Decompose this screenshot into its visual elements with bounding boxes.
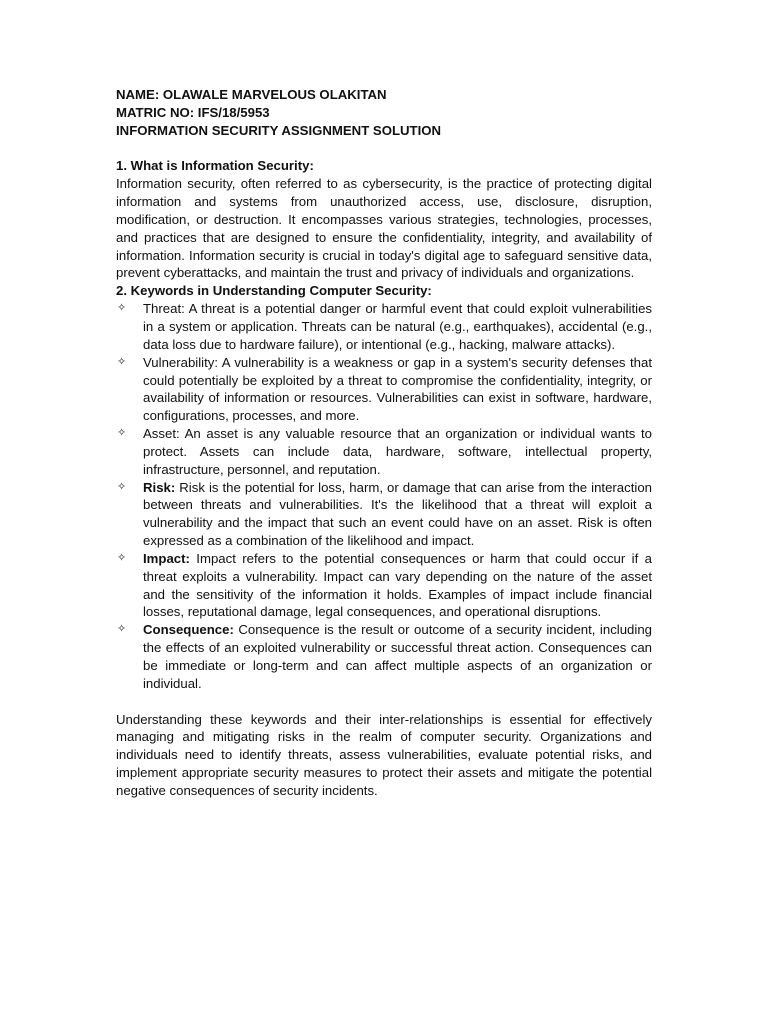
- diamond-bullet-icon: ✧: [117, 480, 127, 493]
- keyword-term: Risk:: [143, 479, 176, 495]
- section-what-is-infosec: [116, 157, 652, 282]
- diamond-bullet-icon: ✧: [117, 355, 127, 368]
- list-item: [116, 479, 652, 550]
- list-item: [116, 550, 652, 621]
- list-item: [116, 354, 652, 425]
- spacer: [116, 140, 652, 158]
- matric-number: MATRIC NO: IFS/18/5953: [116, 104, 270, 120]
- conclusion-paragraph: Understanding these keywords and their inter-relationships is essential for effectively managing and mitigating risks in the realm of computer security. Organizations and individuals need to identify threats, assess vulnerabilities, evaluate potential risks, and implement appropriate security measures to protect their assets and mitigate the potential negative consequences of security incidents.: [116, 711, 652, 798]
- list-item: [116, 425, 652, 479]
- keyword-description: Consequence is the result or outcome of a security incident, including the effects of an exploited vulnerability or successful threat action. Consequences can be immediate or long-term and can affect multiple aspects of an organization or individual.: [143, 622, 652, 691]
- document-page: [116, 86, 652, 800]
- section-2-heading: 2. Keywords in Understanding Computer Security:: [116, 283, 432, 299]
- keywords-list: [116, 300, 652, 693]
- diamond-bullet-icon: ✧: [117, 623, 127, 636]
- keyword-description: Asset: An asset is any valuable resource that an organization or individual wants to protect. Assets can include data, hardware, software, intellectual property, infrastructure, personnel, and reputation.: [143, 426, 652, 477]
- section-1-body: Information security, often referred to as cybersecurity, is the practice of protecting digital information and systems from unauthorized access, use, disclosure, disruption, modification, or destruction. It encompasses various strategies, technologies, processes, and practices that are designed to ensure the confidentiality, integrity, and availability of information. Information security is crucial in today's digital age to safeguard sensitive data, prevent cyberattacks, and maintain the trust and privacy of individuals and organizations.: [116, 176, 652, 281]
- assignment-title: INFORMATION SECURITY ASSIGNMENT SOLUTION: [116, 122, 442, 138]
- diamond-bullet-icon: ✧: [117, 427, 127, 440]
- document-header: [116, 86, 652, 140]
- keyword-term: Consequence:: [143, 622, 234, 638]
- spacer: [116, 693, 652, 711]
- keyword-description: Threat: A threat is a potential danger or harmful event that could exploit vulnerabilities in a system or application. Threats can be natural (e.g., earthquakes), accidental (e.g., data loss due to hardware failure), or intentional (e.g., hacking, malware attacks).: [143, 301, 652, 352]
- section-keywords: [116, 282, 652, 692]
- keyword-description: Risk is the potential for loss, harm, or damage that can arise from the interaction between threats and vulnerabilities. It's the likelihood that a threat will exploit a vulnerability and the impact that such an event could have on an asset. Risk is often expressed as a combination of the likelihood and impact.: [143, 479, 652, 549]
- keyword-term: Impact:: [143, 550, 190, 566]
- diamond-bullet-icon: ✧: [117, 551, 127, 564]
- list-item: [116, 300, 652, 354]
- diamond-bullet-icon: ✧: [117, 302, 127, 315]
- list-item: [116, 621, 652, 692]
- keyword-description: Vulnerability: A vulnerability is a weakness or gap in a system's security defenses that could potentially be exploited by a threat to compromise the confidentiality, integrity, or availability of information or resources. Vulnerabilities can exist in software, hardware, configurations, processes, and more.: [143, 354, 652, 424]
- keyword-description: Impact refers to the potential consequences or harm that could occur if a threat exploits a vulnerability. Impact can vary depending on the nature of the asset and the sensitivity of the information it holds. Examples of impact include financial losses, reputational damage, legal consequences, and operational disruptions.: [143, 550, 652, 620]
- section-1-heading: 1. What is Information Security:: [116, 158, 314, 174]
- student-name: NAME: OLAWALE MARVELOUS OLAKITAN: [116, 87, 387, 102]
